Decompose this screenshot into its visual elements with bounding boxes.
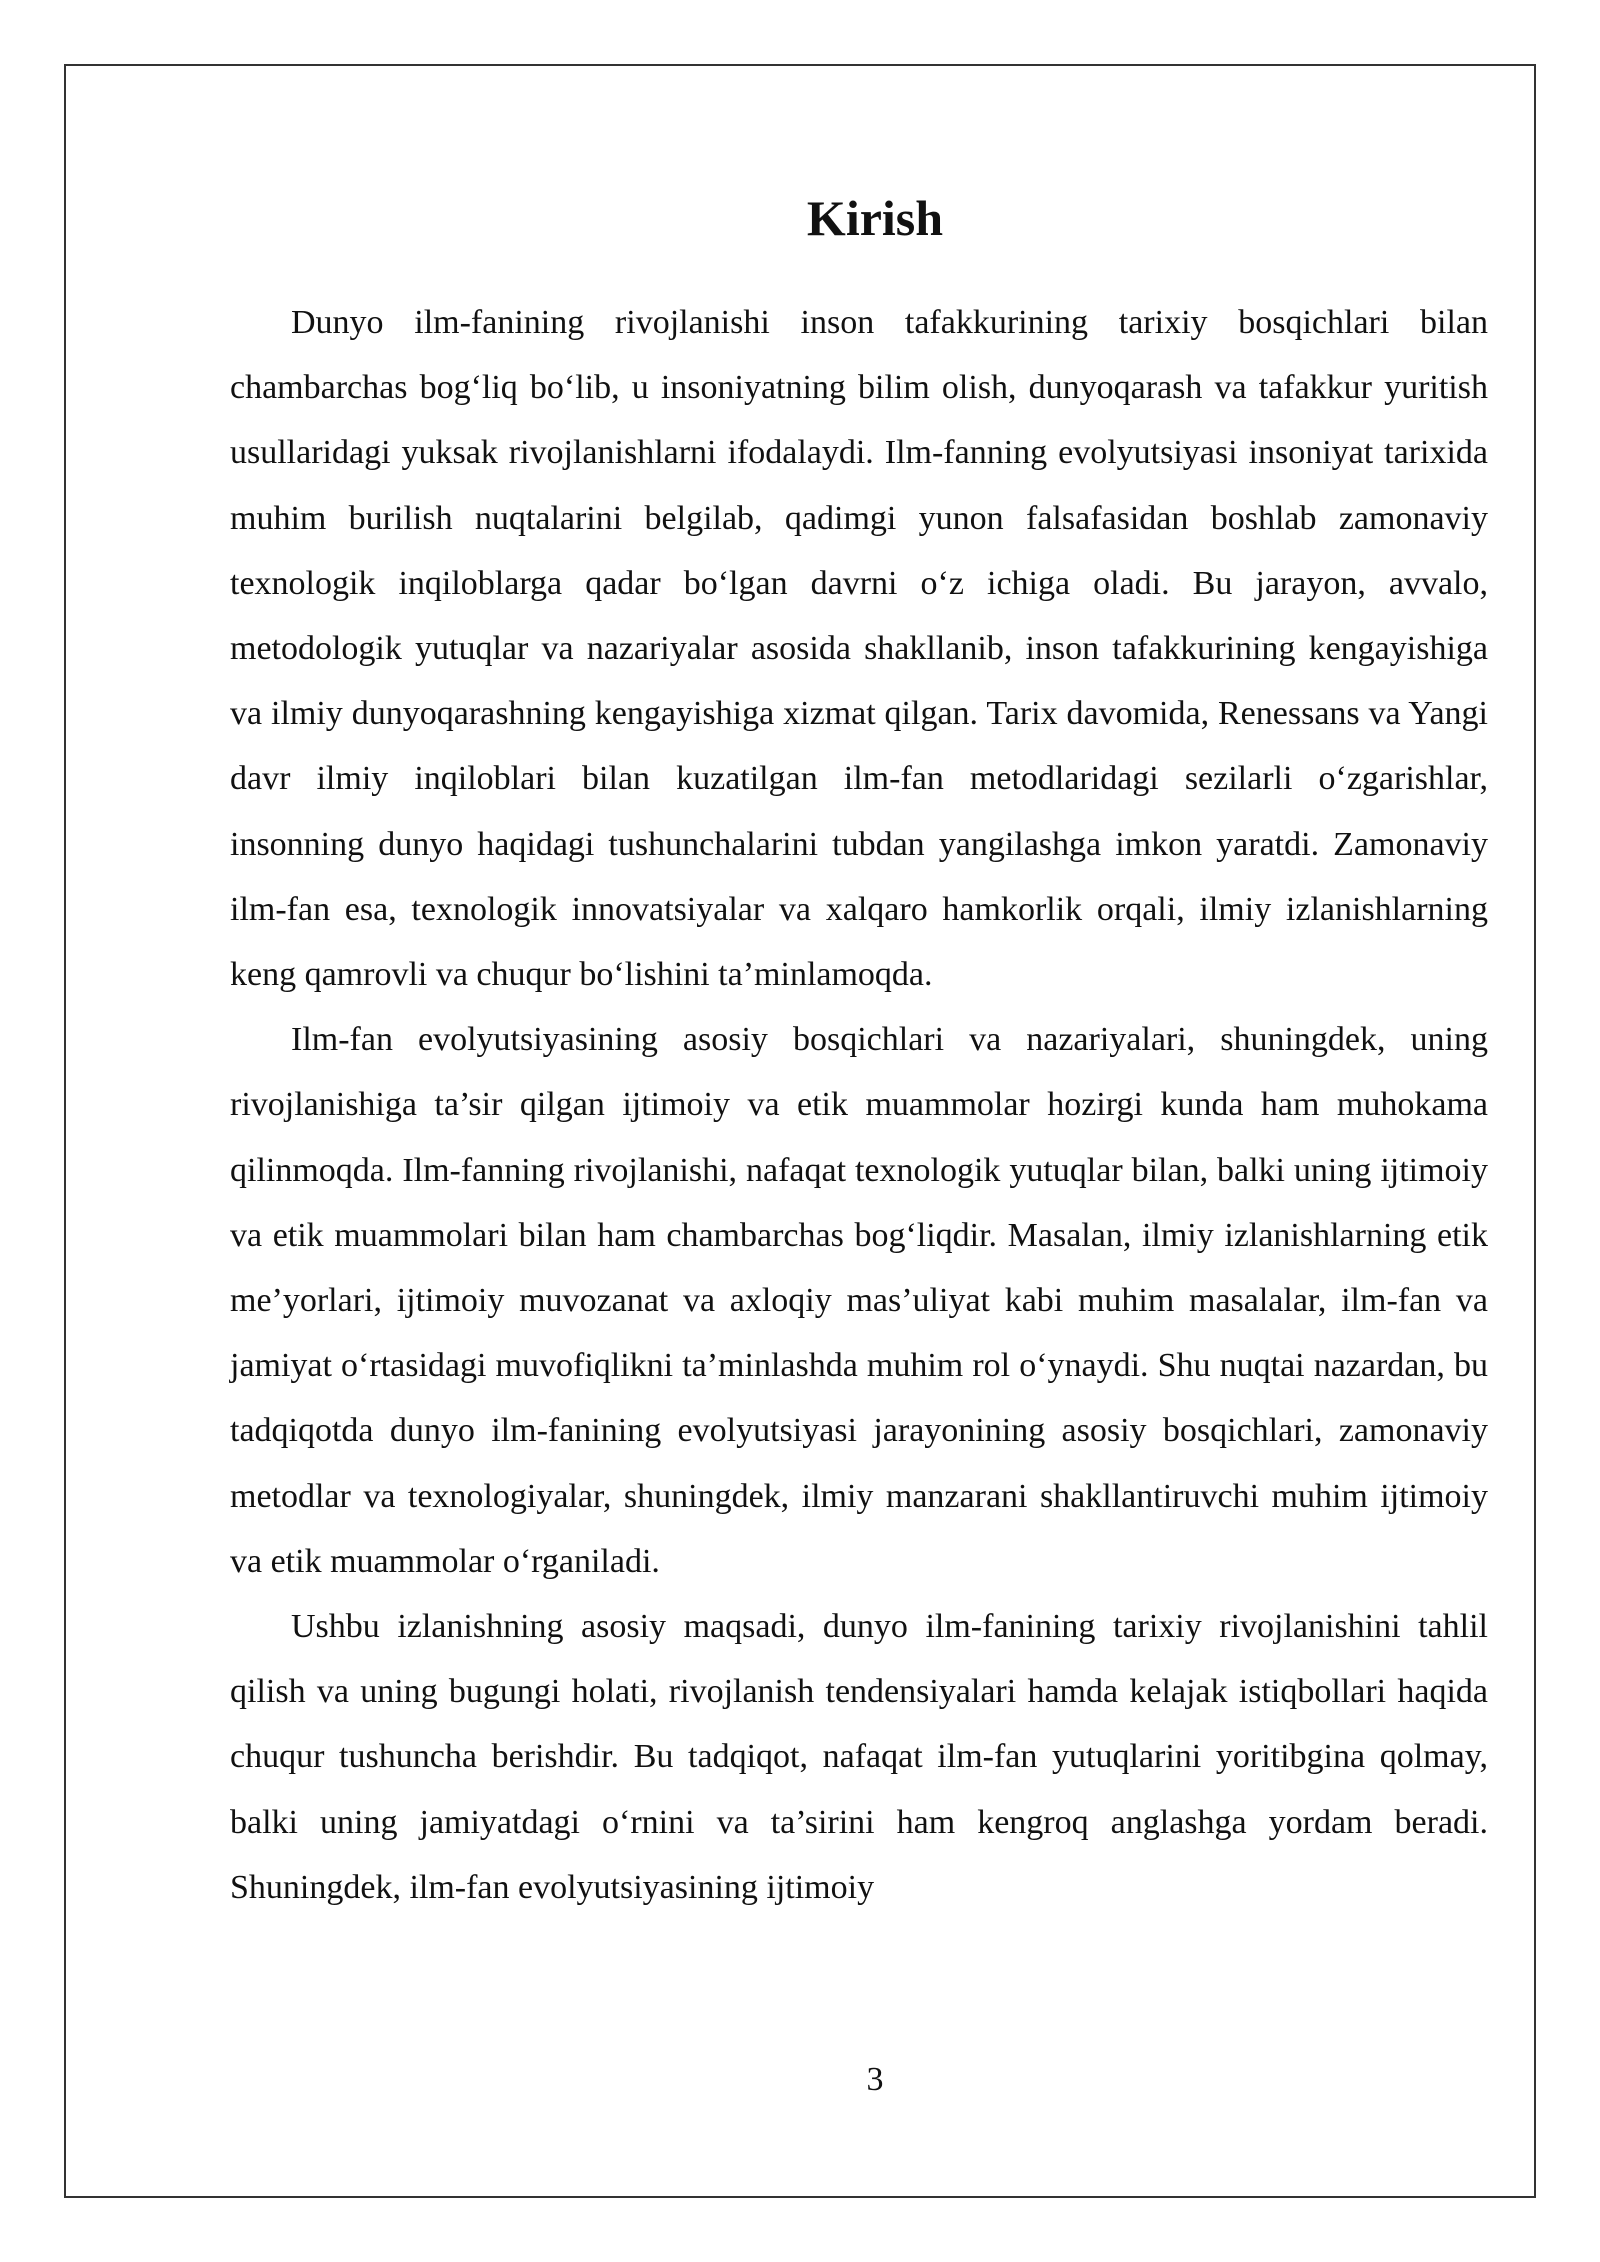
page-number: 3	[866, 2061, 884, 2098]
paragraph-2: Ilm-fan evolyutsiyasining asosiy bosqichlari va nazariyalari, shuningdek, uning rivojlanishiga ta’sir qilgan ijtimoiy va etik muammolar hozirgi kunda ham muhokama qilinmoqda. Ilm-fanning rivojlanishi, nafaqat texnologik yutuqlar bilan, balki uning ijtimoiy va etik muammolari bilan ham chambarchas bog‘liqdir. Masalan, ilmiy izlanishlarning etik me’yorlari, ijtimoiy muvozanat va axloqiy mas’uliyat kabi muhim masalalar, ilm-fan va jamiyat o‘rtasidagi muvofiqlikni ta’minlashda muhim rol o‘ynaydi. Shu nuqtai nazardan, bu tadqiqotda dunyo ilm-fanining evolyutsiyasi jarayonining asosiy bosqichlari, zamonaviy metodlar va texnologiyalar, shuningdek, ilmiy manzarani shakllantiruvchi muhim ijtimoiy va etik muammolar o‘rganiladi.	[230, 1021, 1488, 1580]
page-title: Kirish	[806, 189, 944, 246]
paragraph-1: Dunyo ilm-fanining rivojlanishi inson tafakkurining tarixiy bosqichlari bilan chambarchas bog‘liq bo‘lib, u insoniyatning bilim olish, dunyoqarash va tafakkur yuritish usullaridagi yuksak rivojlanishlarni ifodalaydi. Ilm-fanning evolyutsiyasi insoniyat tarixida muhim burilish nuqtalarini belgilab, qadimgi yunon falsafasidan boshlab zamonaviy texnologik inqiloblarga qadar bo‘lgan davrni o‘z ichiga oladi. Bu jarayon, avvalo, metodologik yutuqlar va nazariyalar asosida shakllanib, inson tafakkurining kengayishiga va ilmiy dunyoqarashning kengayishiga xizmat qilgan. Tarix davomida, Renessans va Yangi davr ilmiy inqiloblari bilan kuzatilgan ilm-fan metodlaridagi sezilarli o‘zgarishlar, insonning dunyo haqidagi tushunchalarini tubdan yangilashga imkon yaratdi. Zamonaviy ilm-fan esa, texnologik innovatsiyalar va xalqaro hamkorlik orqali, ilmiy izlanishlarning keng qamrovli va chuqur bo‘lishini ta’minlamoqda.	[230, 304, 1488, 994]
document-body	[230, 290, 1488, 1920]
paragraph-3: Ushbu izlanishning asosiy maqsadi, dunyo ilm-fanining tarixiy rivojlanishini tahlil qilish va uning bugungi holati, rivojlanish tendensiyalari hamda kelajak istiqbollari haqida chuqur tushuncha berishdir. Bu tadqiqot, nafaqat ilm-fan yutuqlarini yoritibgina qolmay, balki uning jamiyatdagi o‘rnini va ta’sirini ham kengroq anglashga yordam beradi. Shuningdek, ilm-fan evolyutsiyasining ijtimoiy	[230, 1608, 1488, 1906]
